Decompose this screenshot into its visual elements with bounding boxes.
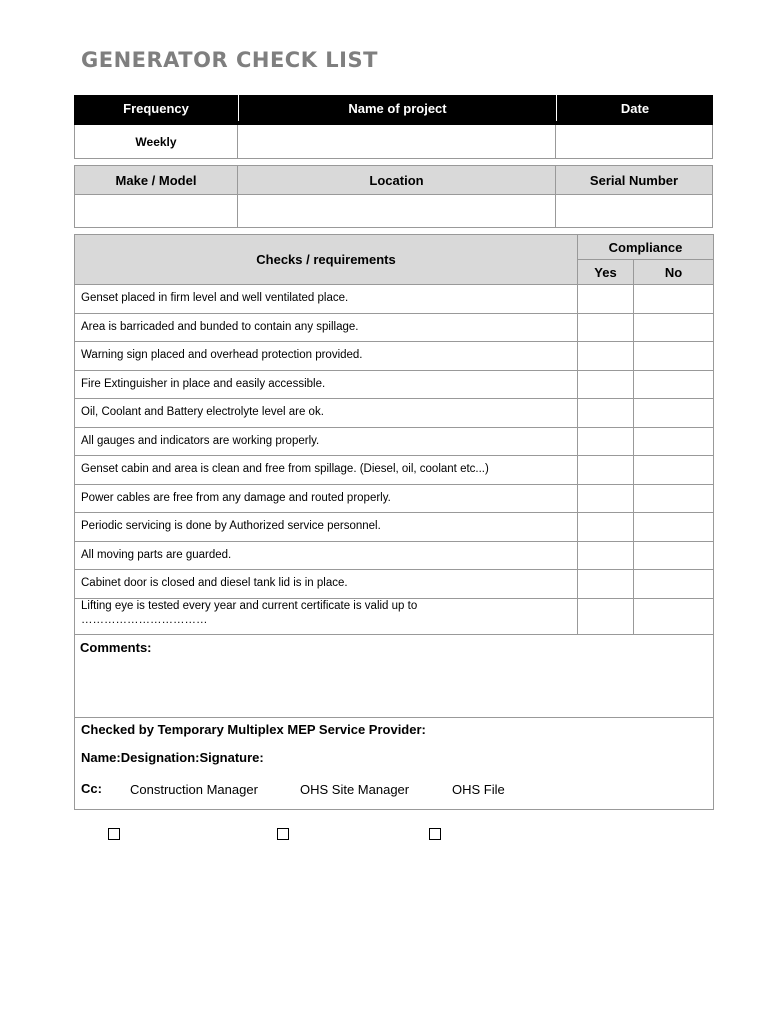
yes-column-header (577, 259, 634, 285)
check-yes-cell[interactable] (578, 598, 634, 635)
location-header-label: Location (369, 172, 424, 188)
cc-ohs-file: OHS File (452, 782, 505, 797)
check-no-cell[interactable] (634, 342, 714, 371)
check-no-cell[interactable] (634, 570, 714, 599)
make-model-header (74, 165, 238, 195)
check-no-cell[interactable] (634, 542, 714, 570)
comments-label: Comments: (80, 640, 152, 655)
cc-ohs-site-manager: OHS Site Manager (300, 782, 410, 797)
check-row-text: All moving parts are guarded. (74, 542, 578, 570)
frequency-value-cell[interactable] (74, 125, 238, 159)
make-model-field[interactable] (74, 195, 238, 228)
check-yes-cell[interactable] (578, 428, 634, 456)
no-label: No (664, 264, 683, 280)
date-header-label: Date (620, 100, 650, 116)
serial-number-header (555, 165, 713, 195)
checks-requirements-label: Checks / requirements (256, 252, 396, 267)
compliance-header (577, 234, 714, 260)
check-yes-cell[interactable] (578, 371, 634, 399)
check-row-text: Genset placed in firm level and well ventilated place. (74, 285, 578, 314)
check-row-text: All gauges and indicators are working properly. (74, 428, 578, 456)
check-row-text: Oil, Coolant and Battery electrolyte level are ok. (74, 399, 578, 428)
check-no-cell[interactable] (634, 428, 714, 456)
check-row-text (74, 598, 578, 635)
check-no-cell[interactable] (634, 485, 714, 513)
make-model-header-label: Make / Model (115, 172, 197, 188)
checks-requirements-header (74, 234, 578, 285)
comments-section[interactable] (74, 635, 714, 718)
cc-label: Cc: (81, 781, 102, 796)
document-title: GENERATOR CHECK LIST (81, 48, 378, 72)
project-name-header (238, 95, 556, 121)
cc-construction-manager: Construction Manager (130, 782, 258, 797)
check-no-cell[interactable] (634, 285, 714, 314)
serial-number-header-label: Serial Number (589, 172, 679, 188)
check-row-text: Power cables are free from any damage and routed properly. (74, 485, 578, 513)
check-no-cell[interactable] (634, 399, 714, 428)
check-yes-cell[interactable] (578, 485, 634, 513)
check-no-cell[interactable] (634, 598, 714, 635)
check-yes-cell[interactable] (578, 342, 634, 371)
location-header (237, 165, 556, 195)
checked-by-section (74, 717, 714, 810)
date-header (556, 95, 713, 121)
check-yes-cell[interactable] (578, 314, 634, 342)
check-yes-cell[interactable] (578, 513, 634, 542)
check-no-cell[interactable] (634, 371, 714, 399)
name-designation-signature-label: Name:Designation:Signature: (81, 750, 264, 765)
check-row-text: Periodic servicing is done by Authorized service personnel. (74, 513, 578, 542)
check-row-text: Area is barricaded and bunded to contain any spillage. (74, 314, 578, 342)
check-row-text: Cabinet door is closed and diesel tank lid is in place. (74, 570, 578, 599)
project-name-field[interactable] (237, 125, 556, 159)
location-field[interactable] (237, 195, 556, 228)
frequency-header (74, 95, 238, 121)
check-row-text: Warning sign placed and overhead protection provided. (74, 342, 578, 371)
no-column-header (633, 259, 714, 285)
check-yes-cell[interactable] (578, 399, 634, 428)
ohs-site-manager-checkbox[interactable] (277, 828, 289, 840)
project-name-header-label: Name of project (348, 100, 447, 116)
check-yes-cell[interactable] (578, 570, 634, 599)
check-yes-cell[interactable] (578, 456, 634, 485)
date-field[interactable] (555, 125, 713, 159)
check-no-cell[interactable] (634, 513, 714, 542)
check-row-text: Fire Extinguisher in place and easily accessible. (74, 371, 578, 399)
compliance-label: Compliance (608, 239, 683, 255)
check-yes-cell[interactable] (578, 285, 634, 314)
ohs-file-checkbox[interactable] (429, 828, 441, 840)
check-item-dotted-line: …………………………… (81, 614, 208, 626)
frequency-value: Weekly (135, 134, 177, 149)
check-no-cell[interactable] (634, 314, 714, 342)
check-yes-cell[interactable] (578, 542, 634, 570)
check-item-label: Lifting eye is tested every year and current certificate is valid up to (81, 600, 418, 612)
serial-number-field[interactable] (555, 195, 713, 228)
check-no-cell[interactable] (634, 456, 714, 485)
frequency-header-label: Frequency (123, 100, 189, 116)
check-row-text: Genset cabin and area is clean and free from spillage. (Diesel, oil, coolant etc...) (74, 456, 578, 485)
construction-manager-checkbox[interactable] (108, 828, 120, 840)
checked-by-label: Checked by Temporary Multiplex MEP Service Provider: (81, 722, 426, 737)
yes-label: Yes (594, 264, 617, 280)
